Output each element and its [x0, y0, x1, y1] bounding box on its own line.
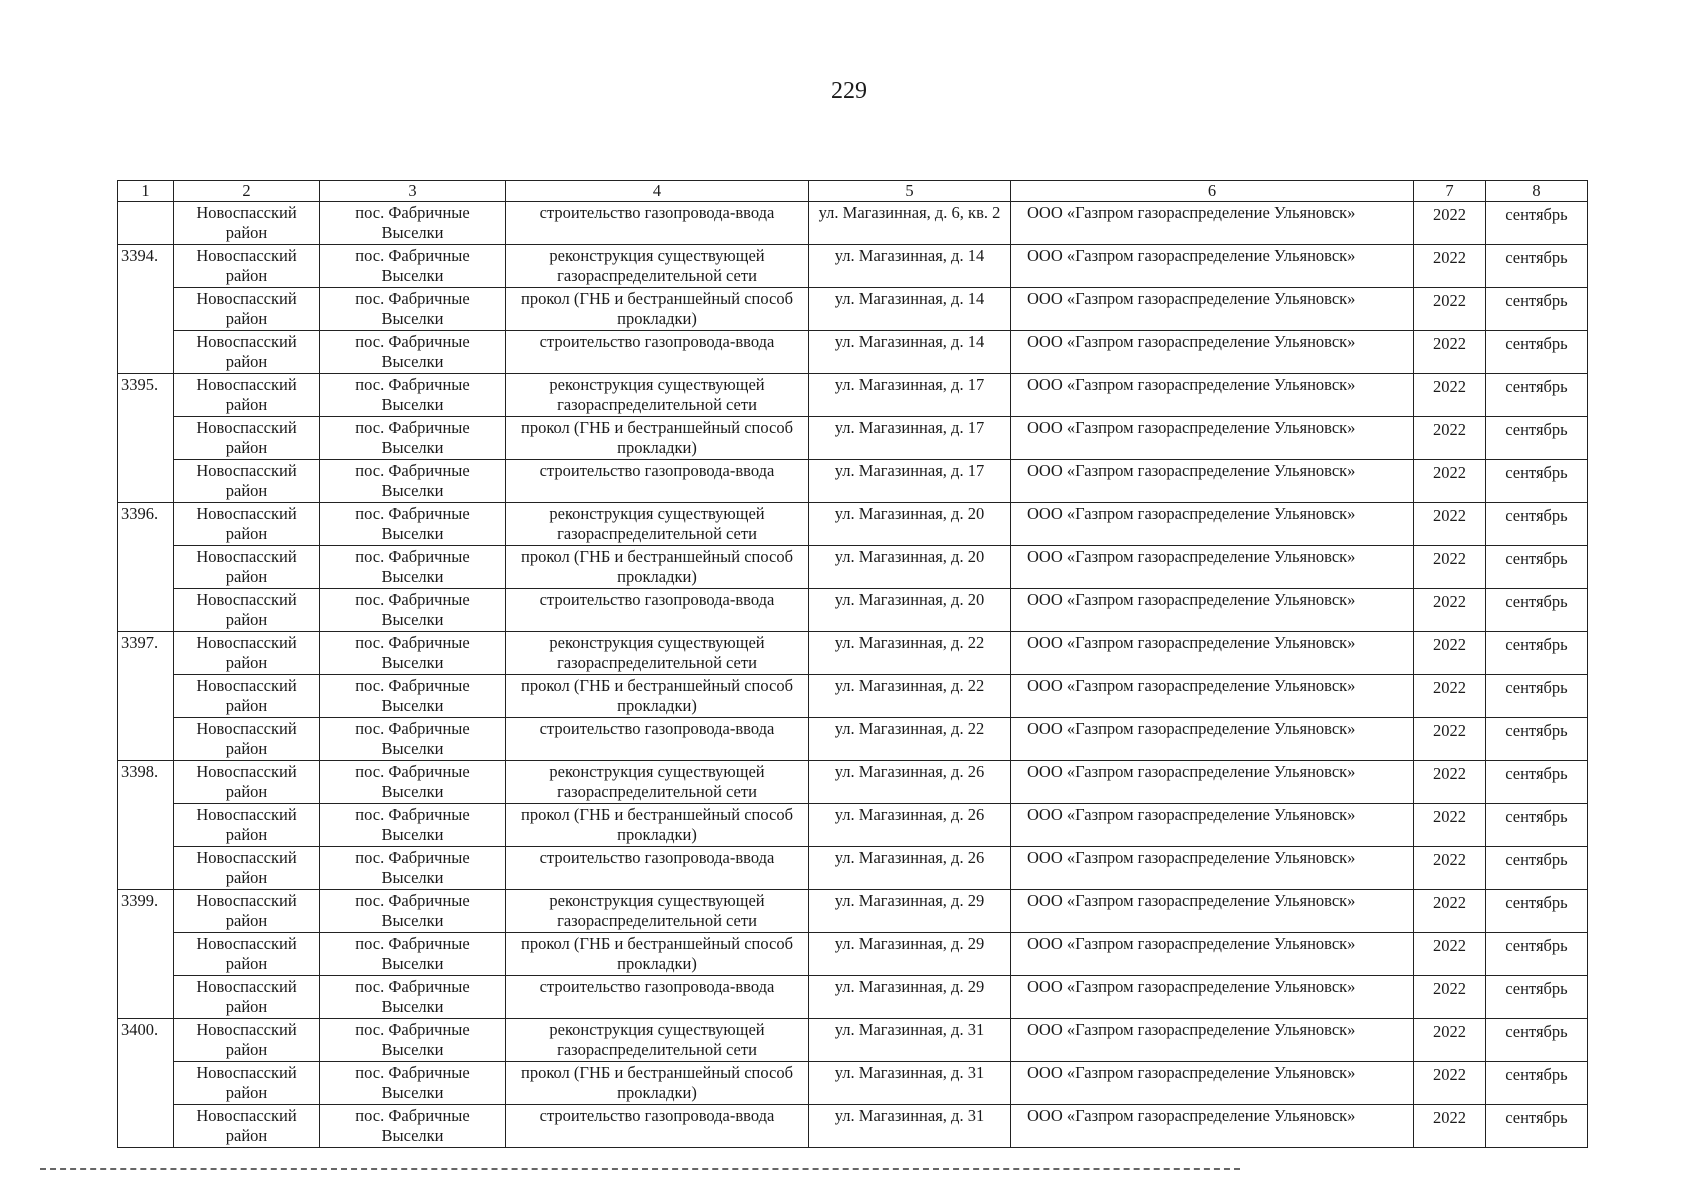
settlement-cell: пос. Фабричные Выселки: [320, 417, 506, 460]
entry-number-cell: 3400.: [118, 1019, 174, 1148]
settlement-cell: пос. Фабричные Выселки: [320, 331, 506, 374]
work-cell: строительство газопровода-ввода: [506, 847, 809, 890]
org-cell: ООО «Газпром газораспределение Ульяновск»: [1011, 804, 1414, 847]
work-cell: прокол (ГНБ и бестраншейный способ прокладки): [506, 675, 809, 718]
org-cell: ООО «Газпром газораспределение Ульяновск»: [1011, 589, 1414, 632]
table-body: [118, 202, 1588, 1148]
address-cell: ул. Магазинная, д. 26: [809, 847, 1011, 890]
org-cell: ООО «Газпром газораспределение Ульяновск»: [1011, 675, 1414, 718]
org-cell: ООО «Газпром газораспределение Ульяновск»: [1011, 933, 1414, 976]
address-cell: ул. Магазинная, д. 20: [809, 546, 1011, 589]
work-cell: строительство газопровода-ввода: [506, 589, 809, 632]
settlement-cell: пос. Фабричные Выселки: [320, 503, 506, 546]
district-cell: Новоспасский район: [174, 374, 320, 417]
work-cell: строительство газопровода-ввода: [506, 202, 809, 245]
header-cell-3: 3: [320, 181, 506, 202]
table-row: [118, 761, 1588, 804]
district-cell: Новоспасский район: [174, 1019, 320, 1062]
district-cell: Новоспасский район: [174, 1105, 320, 1148]
table-row: [118, 1105, 1588, 1148]
table-row: [118, 976, 1588, 1019]
header-cell-7: 7: [1414, 181, 1486, 202]
settlement-cell: пос. Фабричные Выселки: [320, 288, 506, 331]
district-cell: Новоспасский район: [174, 1062, 320, 1105]
header-cell-5: 5: [809, 181, 1011, 202]
address-cell: ул. Магазинная, д. 29: [809, 933, 1011, 976]
month-cell: сентябрь: [1486, 847, 1588, 890]
year-cell: 2022: [1414, 890, 1486, 933]
month-cell: сентябрь: [1486, 460, 1588, 503]
district-cell: Новоспасский район: [174, 546, 320, 589]
district-cell: Новоспасский район: [174, 460, 320, 503]
settlement-cell: пос. Фабричные Выселки: [320, 546, 506, 589]
address-cell: ул. Магазинная, д. 31: [809, 1062, 1011, 1105]
year-cell: 2022: [1414, 761, 1486, 804]
org-cell: ООО «Газпром газораспределение Ульяновск»: [1011, 718, 1414, 761]
work-cell: прокол (ГНБ и бестраншейный способ прокладки): [506, 1062, 809, 1105]
address-cell: ул. Магазинная, д. 6, кв. 2: [809, 202, 1011, 245]
year-cell: 2022: [1414, 675, 1486, 718]
work-cell: строительство газопровода-ввода: [506, 1105, 809, 1148]
work-cell: прокол (ГНБ и бестраншейный способ прокладки): [506, 933, 809, 976]
month-cell: сентябрь: [1486, 632, 1588, 675]
settlement-cell: пос. Фабричные Выселки: [320, 847, 506, 890]
org-cell: ООО «Газпром газораспределение Ульяновск»: [1011, 503, 1414, 546]
settlement-cell: пос. Фабричные Выселки: [320, 933, 506, 976]
org-cell: ООО «Газпром газораспределение Ульяновск»: [1011, 546, 1414, 589]
entry-number-cell: 3397.: [118, 632, 174, 761]
settlement-cell: пос. Фабричные Выселки: [320, 245, 506, 288]
address-cell: ул. Магазинная, д. 17: [809, 374, 1011, 417]
settlement-cell: пос. Фабричные Выселки: [320, 374, 506, 417]
table-row: [118, 245, 1588, 288]
month-cell: сентябрь: [1486, 546, 1588, 589]
work-cell: реконструкция существующей газораспределительной сети: [506, 374, 809, 417]
month-cell: сентябрь: [1486, 761, 1588, 804]
table-row: [118, 632, 1588, 675]
year-cell: 2022: [1414, 718, 1486, 761]
address-cell: ул. Магазинная, д. 17: [809, 460, 1011, 503]
year-cell: 2022: [1414, 245, 1486, 288]
org-cell: ООО «Газпром газораспределение Ульяновск»: [1011, 331, 1414, 374]
entry-number-cell: 3398.: [118, 761, 174, 890]
month-cell: сентябрь: [1486, 1019, 1588, 1062]
org-cell: ООО «Газпром газораспределение Ульяновск»: [1011, 417, 1414, 460]
district-cell: Новоспасский район: [174, 976, 320, 1019]
data-table: [117, 180, 1588, 1148]
district-cell: Новоспасский район: [174, 331, 320, 374]
header-row: [118, 181, 1588, 202]
address-cell: ул. Магазинная, д. 17: [809, 417, 1011, 460]
work-cell: строительство газопровода-ввода: [506, 976, 809, 1019]
month-cell: сентябрь: [1486, 417, 1588, 460]
work-cell: реконструкция существующей газораспределительной сети: [506, 503, 809, 546]
address-cell: ул. Магазинная, д. 14: [809, 245, 1011, 288]
settlement-cell: пос. Фабричные Выселки: [320, 589, 506, 632]
org-cell: ООО «Газпром газораспределение Ульяновск»: [1011, 1062, 1414, 1105]
month-cell: сентябрь: [1486, 503, 1588, 546]
table-row: [118, 804, 1588, 847]
table-header: [118, 181, 1588, 202]
month-cell: сентябрь: [1486, 1105, 1588, 1148]
settlement-cell: пос. Фабричные Выселки: [320, 1019, 506, 1062]
page-number: 229: [831, 78, 867, 104]
address-cell: ул. Магазинная, д. 29: [809, 890, 1011, 933]
settlement-cell: пос. Фабричные Выселки: [320, 1105, 506, 1148]
settlement-cell: пос. Фабричные Выселки: [320, 460, 506, 503]
district-cell: Новоспасский район: [174, 761, 320, 804]
year-cell: 2022: [1414, 202, 1486, 245]
address-cell: ул. Магазинная, д. 26: [809, 804, 1011, 847]
table-row: [118, 933, 1588, 976]
year-cell: 2022: [1414, 1019, 1486, 1062]
month-cell: сентябрь: [1486, 718, 1588, 761]
work-cell: строительство газопровода-ввода: [506, 331, 809, 374]
year-cell: 2022: [1414, 331, 1486, 374]
settlement-cell: пос. Фабричные Выселки: [320, 675, 506, 718]
month-cell: сентябрь: [1486, 933, 1588, 976]
org-cell: ООО «Газпром газораспределение Ульяновск»: [1011, 460, 1414, 503]
address-cell: ул. Магазинная, д. 20: [809, 589, 1011, 632]
table-row: [118, 503, 1588, 546]
org-cell: ООО «Газпром газораспределение Ульяновск»: [1011, 976, 1414, 1019]
address-cell: ул. Магазинная, д. 22: [809, 632, 1011, 675]
table-row: [118, 331, 1588, 374]
entry-number-cell: 3396.: [118, 503, 174, 632]
work-cell: реконструкция существующей газораспределительной сети: [506, 245, 809, 288]
table-row: [118, 890, 1588, 933]
table-row: [118, 546, 1588, 589]
month-cell: сентябрь: [1486, 890, 1588, 933]
address-cell: ул. Магазинная, д. 14: [809, 288, 1011, 331]
month-cell: сентябрь: [1486, 804, 1588, 847]
year-cell: 2022: [1414, 1062, 1486, 1105]
org-cell: ООО «Газпром газораспределение Ульяновск»: [1011, 761, 1414, 804]
table-row: [118, 1062, 1588, 1105]
district-cell: Новоспасский район: [174, 202, 320, 245]
month-cell: сентябрь: [1486, 245, 1588, 288]
district-cell: Новоспасский район: [174, 804, 320, 847]
year-cell: 2022: [1414, 804, 1486, 847]
org-cell: ООО «Газпром газораспределение Ульяновск»: [1011, 890, 1414, 933]
month-cell: сентябрь: [1486, 202, 1588, 245]
work-cell: строительство газопровода-ввода: [506, 460, 809, 503]
work-cell: прокол (ГНБ и бестраншейный способ прокладки): [506, 804, 809, 847]
district-cell: Новоспасский район: [174, 890, 320, 933]
header-cell-2: 2: [174, 181, 320, 202]
year-cell: 2022: [1414, 503, 1486, 546]
table-row: [118, 1019, 1588, 1062]
address-cell: ул. Магазинная, д. 31: [809, 1019, 1011, 1062]
year-cell: 2022: [1414, 460, 1486, 503]
district-cell: Новоспасский район: [174, 245, 320, 288]
org-cell: ООО «Газпром газораспределение Ульяновск»: [1011, 1105, 1414, 1148]
entry-number-cell: 3395.: [118, 374, 174, 503]
address-cell: ул. Магазинная, д. 22: [809, 718, 1011, 761]
year-cell: 2022: [1414, 417, 1486, 460]
org-cell: ООО «Газпром газораспределение Ульяновск»: [1011, 847, 1414, 890]
header-cell-1: 1: [118, 181, 174, 202]
settlement-cell: пос. Фабричные Выселки: [320, 890, 506, 933]
table-row: [118, 374, 1588, 417]
work-cell: реконструкция существующей газораспределительной сети: [506, 890, 809, 933]
settlement-cell: пос. Фабричные Выселки: [320, 804, 506, 847]
settlement-cell: пос. Фабричные Выселки: [320, 632, 506, 675]
address-cell: ул. Магазинная, д. 29: [809, 976, 1011, 1019]
table-row: [118, 417, 1588, 460]
month-cell: сентябрь: [1486, 1062, 1588, 1105]
month-cell: сентябрь: [1486, 976, 1588, 1019]
work-cell: прокол (ГНБ и бестраншейный способ прокладки): [506, 417, 809, 460]
table-row: [118, 675, 1588, 718]
work-cell: реконструкция существующей газораспределительной сети: [506, 632, 809, 675]
year-cell: 2022: [1414, 546, 1486, 589]
header-cell-6: 6: [1011, 181, 1414, 202]
district-cell: Новоспасский район: [174, 288, 320, 331]
table-row: [118, 202, 1588, 245]
district-cell: Новоспасский район: [174, 718, 320, 761]
month-cell: сентябрь: [1486, 589, 1588, 632]
year-cell: 2022: [1414, 933, 1486, 976]
settlement-cell: пос. Фабричные Выселки: [320, 202, 506, 245]
work-cell: прокол (ГНБ и бестраншейный способ прокладки): [506, 288, 809, 331]
work-cell: реконструкция существующей газораспределительной сети: [506, 1019, 809, 1062]
table-row: [118, 460, 1588, 503]
district-cell: Новоспасский район: [174, 847, 320, 890]
year-cell: 2022: [1414, 976, 1486, 1019]
header-cell-4: 4: [506, 181, 809, 202]
org-cell: ООО «Газпром газораспределение Ульяновск»: [1011, 632, 1414, 675]
org-cell: ООО «Газпром газораспределение Ульяновск»: [1011, 1019, 1414, 1062]
settlement-cell: пос. Фабричные Выселки: [320, 976, 506, 1019]
district-cell: Новоспасский район: [174, 632, 320, 675]
district-cell: Новоспасский район: [174, 675, 320, 718]
org-cell: ООО «Газпром газораспределение Ульяновск»: [1011, 245, 1414, 288]
entry-number-cell: [118, 202, 174, 245]
district-cell: Новоспасский район: [174, 503, 320, 546]
org-cell: ООО «Газпром газораспределение Ульяновск»: [1011, 374, 1414, 417]
work-cell: прокол (ГНБ и бестраншейный способ прокладки): [506, 546, 809, 589]
address-cell: ул. Магазинная, д. 14: [809, 331, 1011, 374]
month-cell: сентябрь: [1486, 374, 1588, 417]
table-row: [118, 847, 1588, 890]
work-cell: строительство газопровода-ввода: [506, 718, 809, 761]
address-cell: ул. Магазинная, д. 26: [809, 761, 1011, 804]
settlement-cell: пос. Фабричные Выселки: [320, 718, 506, 761]
month-cell: сентябрь: [1486, 675, 1588, 718]
year-cell: 2022: [1414, 589, 1486, 632]
table-row: [118, 288, 1588, 331]
address-cell: ул. Магазинная, д. 31: [809, 1105, 1011, 1148]
settlement-cell: пос. Фабричные Выселки: [320, 761, 506, 804]
year-cell: 2022: [1414, 1105, 1486, 1148]
address-cell: ул. Магазинная, д. 20: [809, 503, 1011, 546]
year-cell: 2022: [1414, 374, 1486, 417]
work-cell: реконструкция существующей газораспределительной сети: [506, 761, 809, 804]
table-row: [118, 589, 1588, 632]
month-cell: сентябрь: [1486, 288, 1588, 331]
entry-number-cell: 3394.: [118, 245, 174, 374]
year-cell: 2022: [1414, 632, 1486, 675]
bottom-rule: [40, 1168, 1240, 1170]
district-cell: Новоспасский район: [174, 933, 320, 976]
org-cell: ООО «Газпром газораспределение Ульяновск»: [1011, 202, 1414, 245]
district-cell: Новоспасский район: [174, 417, 320, 460]
year-cell: 2022: [1414, 847, 1486, 890]
org-cell: ООО «Газпром газораспределение Ульяновск»: [1011, 288, 1414, 331]
month-cell: сентябрь: [1486, 331, 1588, 374]
entry-number-cell: 3399.: [118, 890, 174, 1019]
header-cell-8: 8: [1486, 181, 1588, 202]
settlement-cell: пос. Фабричные Выселки: [320, 1062, 506, 1105]
table-row: [118, 718, 1588, 761]
address-cell: ул. Магазинная, д. 22: [809, 675, 1011, 718]
year-cell: 2022: [1414, 288, 1486, 331]
district-cell: Новоспасский район: [174, 589, 320, 632]
